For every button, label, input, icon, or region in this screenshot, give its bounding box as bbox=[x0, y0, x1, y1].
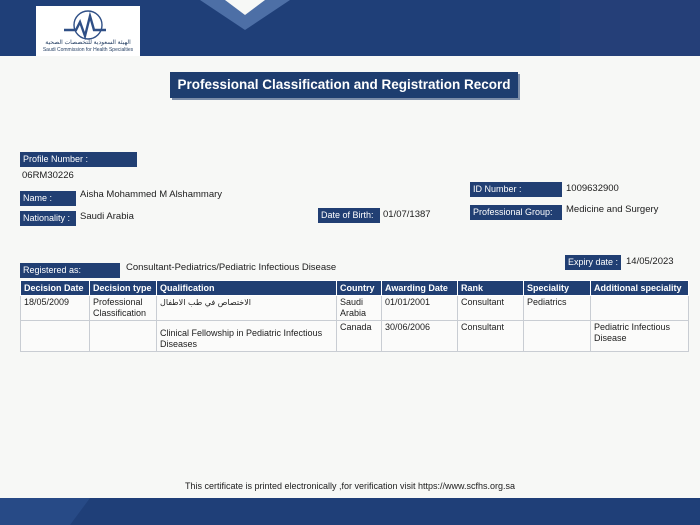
profile-number-label: Profile Number : bbox=[20, 152, 137, 167]
column-header-qualification: Qualification bbox=[157, 281, 337, 296]
cell-speciality: Pediatrics bbox=[524, 296, 591, 321]
cell-qualification: الاختصاص في طب الاطفال bbox=[157, 296, 337, 321]
cell-additional-speciality bbox=[591, 296, 689, 321]
table-row bbox=[21, 296, 689, 321]
date-of-birth-value: 01/07/1387 bbox=[383, 209, 431, 220]
profile-number-value: 06RM30226 bbox=[22, 170, 74, 181]
expiry-date-value: 14/05/2023 bbox=[626, 256, 674, 267]
id-number-label: ID Number : bbox=[470, 182, 562, 197]
cell-awarding-date: 01/01/2001 bbox=[382, 296, 458, 321]
verification-note: This certificate is printed electronically ,for verification visit https://www.scfhs.org.sa bbox=[184, 481, 516, 491]
cell-country: Canada bbox=[337, 321, 382, 352]
cell-rank: Consultant bbox=[458, 321, 524, 352]
column-header-additional-speciality: Additional speciality bbox=[591, 281, 689, 296]
registered-as-value: Consultant-Pediatrics/Pediatric Infectious Disease bbox=[126, 262, 337, 273]
nationality-label: Nationality : bbox=[20, 211, 76, 226]
expiry-date-label: Expiry date : bbox=[565, 255, 621, 270]
cell-rank: Consultant bbox=[458, 296, 524, 321]
table-row bbox=[21, 321, 689, 352]
column-header-speciality: Speciality bbox=[524, 281, 591, 296]
cell-additional-speciality: Pediatric Infectious Disease bbox=[591, 321, 689, 352]
name-label: Name : bbox=[20, 191, 76, 206]
name-value: Aisha Mohammed M Alshammary bbox=[80, 189, 223, 200]
column-header-country: Country bbox=[337, 281, 382, 296]
cell-speciality bbox=[524, 321, 591, 352]
cell-decision-type bbox=[90, 321, 157, 352]
table-header-row bbox=[21, 281, 689, 296]
scfhs-logo-mark-icon bbox=[58, 8, 118, 42]
logo-text-arabic: الهيئة السعودية للتخصصات الصحية bbox=[45, 40, 131, 46]
cell-country: Saudi Arabia bbox=[337, 296, 382, 321]
classification-records-table bbox=[20, 280, 689, 352]
nationality-value: Saudi Arabia bbox=[80, 211, 134, 222]
professional-group-value: Medicine and Surgery bbox=[566, 204, 659, 215]
column-header-awarding-date: Awarding Date bbox=[382, 281, 458, 296]
footer-band bbox=[0, 490, 700, 525]
id-number-value: 1009632900 bbox=[566, 183, 619, 194]
date-of-birth-label: Date of Birth: bbox=[318, 208, 380, 223]
cell-decision-date bbox=[21, 321, 90, 352]
column-header-decision-date: Decision Date bbox=[21, 281, 90, 296]
column-header-rank: Rank bbox=[458, 281, 524, 296]
cell-decision-date: 18/05/2009 bbox=[21, 296, 90, 321]
cell-decision-type: Professional Classification bbox=[90, 296, 157, 321]
logo bbox=[36, 6, 140, 56]
document-title: Professional Classification and Registration Record bbox=[170, 72, 518, 98]
cell-awarding-date: 30/06/2006 bbox=[382, 321, 458, 352]
professional-group-label: Professional Group: bbox=[470, 205, 562, 220]
cell-qualification: Clinical Fellowship in Pediatric Infectious Diseases bbox=[157, 321, 337, 352]
logo-text-english: Saudi Commission for Health Specialties bbox=[42, 47, 134, 53]
registered-as-label: Registered as: bbox=[20, 263, 120, 278]
column-header-decision-type: Decision type bbox=[90, 281, 157, 296]
